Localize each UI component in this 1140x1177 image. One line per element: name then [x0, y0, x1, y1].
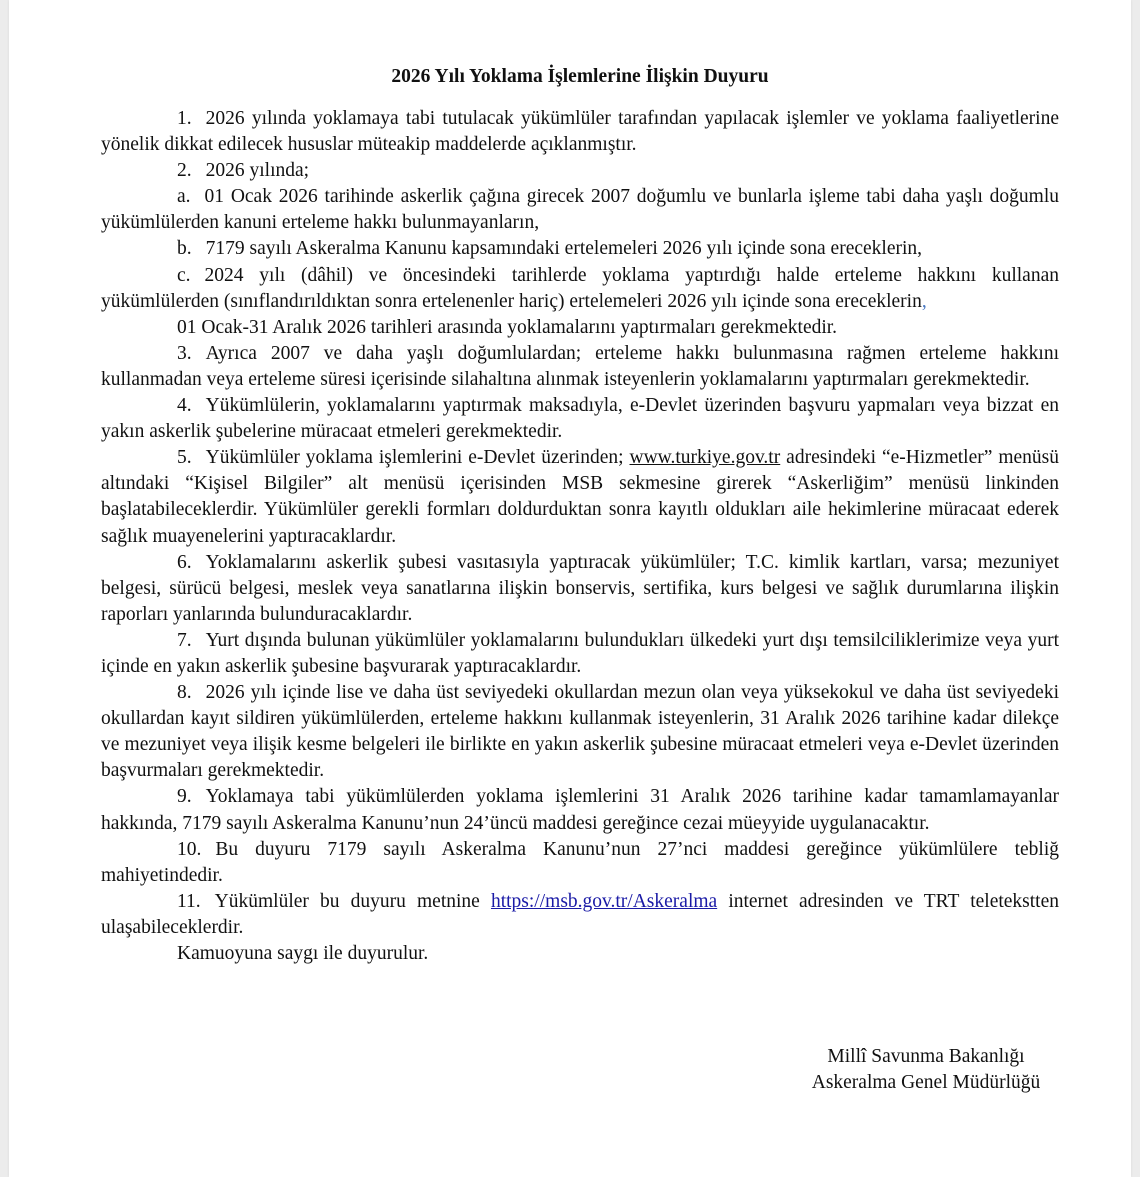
item-number: 8.: [177, 682, 192, 704]
item-number: 2.: [177, 160, 192, 182]
item-number: 9.: [177, 786, 192, 808]
paragraph-2-conclusion: [101, 315, 1059, 341]
document-title: 2026 Yılı Yoklama İşlemlerine İlişkin Duyuru: [391, 66, 769, 87]
paragraph-2b: [101, 236, 1059, 262]
paragraph-6: [101, 550, 1059, 628]
trailing-comma: ,: [921, 290, 927, 312]
paragraph-text: 2026 yılında yoklamaya tabi tutulacak yükümlüler tarafından yapılacak işlemler ve yoklama faaliyetlerine yönelik dikkat edilecek hususlar müteakip maddelerde açıklanmıştır.: [101, 108, 1059, 156]
signature-ministry: Millî Savunma Bakanlığı: [827, 1046, 1025, 1067]
paragraph-2: [101, 158, 1059, 184]
paragraph-2a: [101, 184, 1059, 236]
paragraph-9: [101, 784, 1059, 836]
signature-directorate: Askeralma Genel Müdürlüğü: [811, 1072, 1041, 1093]
paragraph-8: [101, 680, 1059, 784]
signature-block: [791, 1044, 1061, 1096]
paragraph-text: Yoklamalarını askerlik şubesi vasıtasıyla yaptıracak yükümlüler; T.C. kimlik kartları, varsa; mezuniyet belgesi, sürücü belgesi, meslek veya sanatlarına ilişkin bonservis, sertifika, kurs belgesi ve sağlık durumlarına ilişkin raporları yanlarında bulunduracaklardır.: [101, 551, 1059, 625]
paragraph-1: [101, 106, 1059, 158]
paragraph-7: [101, 628, 1059, 680]
paragraph-text-after: internet adresinden ve TRT teletekstten ulaşabileceklerdir.: [101, 890, 1059, 938]
paragraph-text: 01 Ocak-31 Aralık 2026 tarihleri arasında yoklamalarını yaptırmaları gerekmektedir.: [177, 316, 838, 338]
paragraph-2c: [101, 263, 1059, 315]
paragraph-11: [101, 889, 1059, 941]
item-number: 4.: [177, 395, 192, 417]
item-number: 11.: [177, 890, 201, 912]
item-letter: a.: [177, 186, 191, 208]
item-letter: c.: [177, 264, 191, 286]
paragraph-3: [101, 341, 1059, 393]
item-number: 7.: [177, 629, 192, 651]
paragraph-text: Yoklamaya tabi yükümlülerden yoklama işlemlerini 31 Aralık 2026 tarihine kadar tamamlamayanlar hakkında, 7179 sayılı Askeralma Kanunu’nun 24’üncü maddesi gereğince cezai müeyyide uygulanacaktır.: [101, 786, 1059, 834]
document-page: [9, 0, 1131, 1177]
msb-askeralma-link[interactable]: https://msb.gov.tr/Askeralma: [490, 890, 718, 912]
item-number: 10.: [177, 838, 202, 860]
paragraph-text-after: adresindeki “e-Hizmetler” menüsü altındaki “Kişisel Bilgiler” alt menüsü içerisinden MSB sekmesine girerek “Askerliğim” menüsü linkinden başlatabileceklerdir. Yükümlüler gerekli formları doldurduktan sonra kayıtlı oldukları aile hekimlerine müracaat ederek sağlık muayenelerini yaptıracaklardır.: [101, 447, 1059, 547]
paragraph-text: 7179 sayılı Askeralma Kanunu kapsamındaki ertelemeleri 2026 yılı içinde sona ereceklerin,: [205, 238, 923, 260]
paragraph-text: Ayrıca 2007 ve daha yaşlı doğumlulardan; erteleme hakkı bulunmasına rağmen erteleme hakkını kullanmadan veya erteleme süresi içerisinde silahaltına alınmak isteyenlerin yoklamalarını yaptırmaları gerekmektedir.: [101, 342, 1059, 390]
paragraph-5: [101, 445, 1059, 549]
item-number: 3.: [177, 342, 192, 364]
item-letter: b.: [177, 238, 192, 260]
paragraph-text: Yurt dışında bulunan yükümlüler yoklamalarını bulundukları ülkedeki yurt dışı temsilciliklerimize veya yurt içinde en yakın askerlik şubesine başvurarak yaptıracaklardır.: [101, 629, 1059, 677]
item-number: 1.: [177, 108, 192, 129]
paragraph-text: Bu duyuru 7179 sayılı Askeralma Kanunu’nun 27’nci maddesi gereğince yükümlülere tebliğ mahiyetindedir.: [101, 838, 1059, 886]
paragraph-text: Yükümlülerin, yoklamalarını yaptırmak maksadıyla, e-Devlet üzerinden başvuru yapmaları veya bizzat en yakın askerlik şubelerine müracaat etmeleri gerekmektedir.: [101, 395, 1059, 443]
paragraph-text-before: Yükümlüler yoklama işlemlerini e-Devlet üzerinden;: [205, 447, 630, 469]
item-number: 5.: [177, 447, 192, 469]
turkiye-gov-link[interactable]: www.turkiye.gov.tr: [629, 447, 781, 469]
paragraph-text: 2024 yılı (dâhil) ve öncesindeki tarihlerde yoklama yaptırdığı halde erteleme hakkını kullanan yükümlülerden (sınıflandırıldıktan sonra ertelenenler hariç) ertelemeleri 2026 yılı içinde sona ereceklerin: [101, 264, 1059, 312]
closing-line: [101, 941, 1059, 967]
paragraph-text: 2026 yılı içinde lise ve daha üst seviyedeki okullardan mezun olan veya yüksekokul ve daha üst seviyedeki okullardan kayıt sildiren yükümlülerden, erteleme hakkını kullanmak isteyenlerin, 31 Aralık 2026 tarihine kadar dilekçe ve mezuniyet veya ilişik kesme belgeleri ile birlikte en yakın askerlik şubesine müracaat etmeleri veya e-Devlet üzerinden başvurmaları gerekmektedir.: [101, 682, 1059, 782]
item-number: 6.: [177, 551, 192, 573]
paragraph-4: [101, 393, 1059, 445]
document-body: [101, 64, 1059, 967]
paragraph-text: Kamuoyuna saygı ile duyurulur.: [177, 943, 429, 964]
paragraph-text: 01 Ocak 2026 tarihinde askerlik çağına girecek 2007 doğumlu ve bunlarla işleme tabi daha yaşlı doğumlu yükümlülerden kanuni erteleme hakkı bulunmayanların,: [101, 186, 1059, 234]
paragraph-text-before: Yükümlüler bu duyuru metnine: [214, 890, 491, 912]
paragraph-text: 2026 yılında;: [205, 160, 310, 182]
paragraph-10: [101, 837, 1059, 889]
